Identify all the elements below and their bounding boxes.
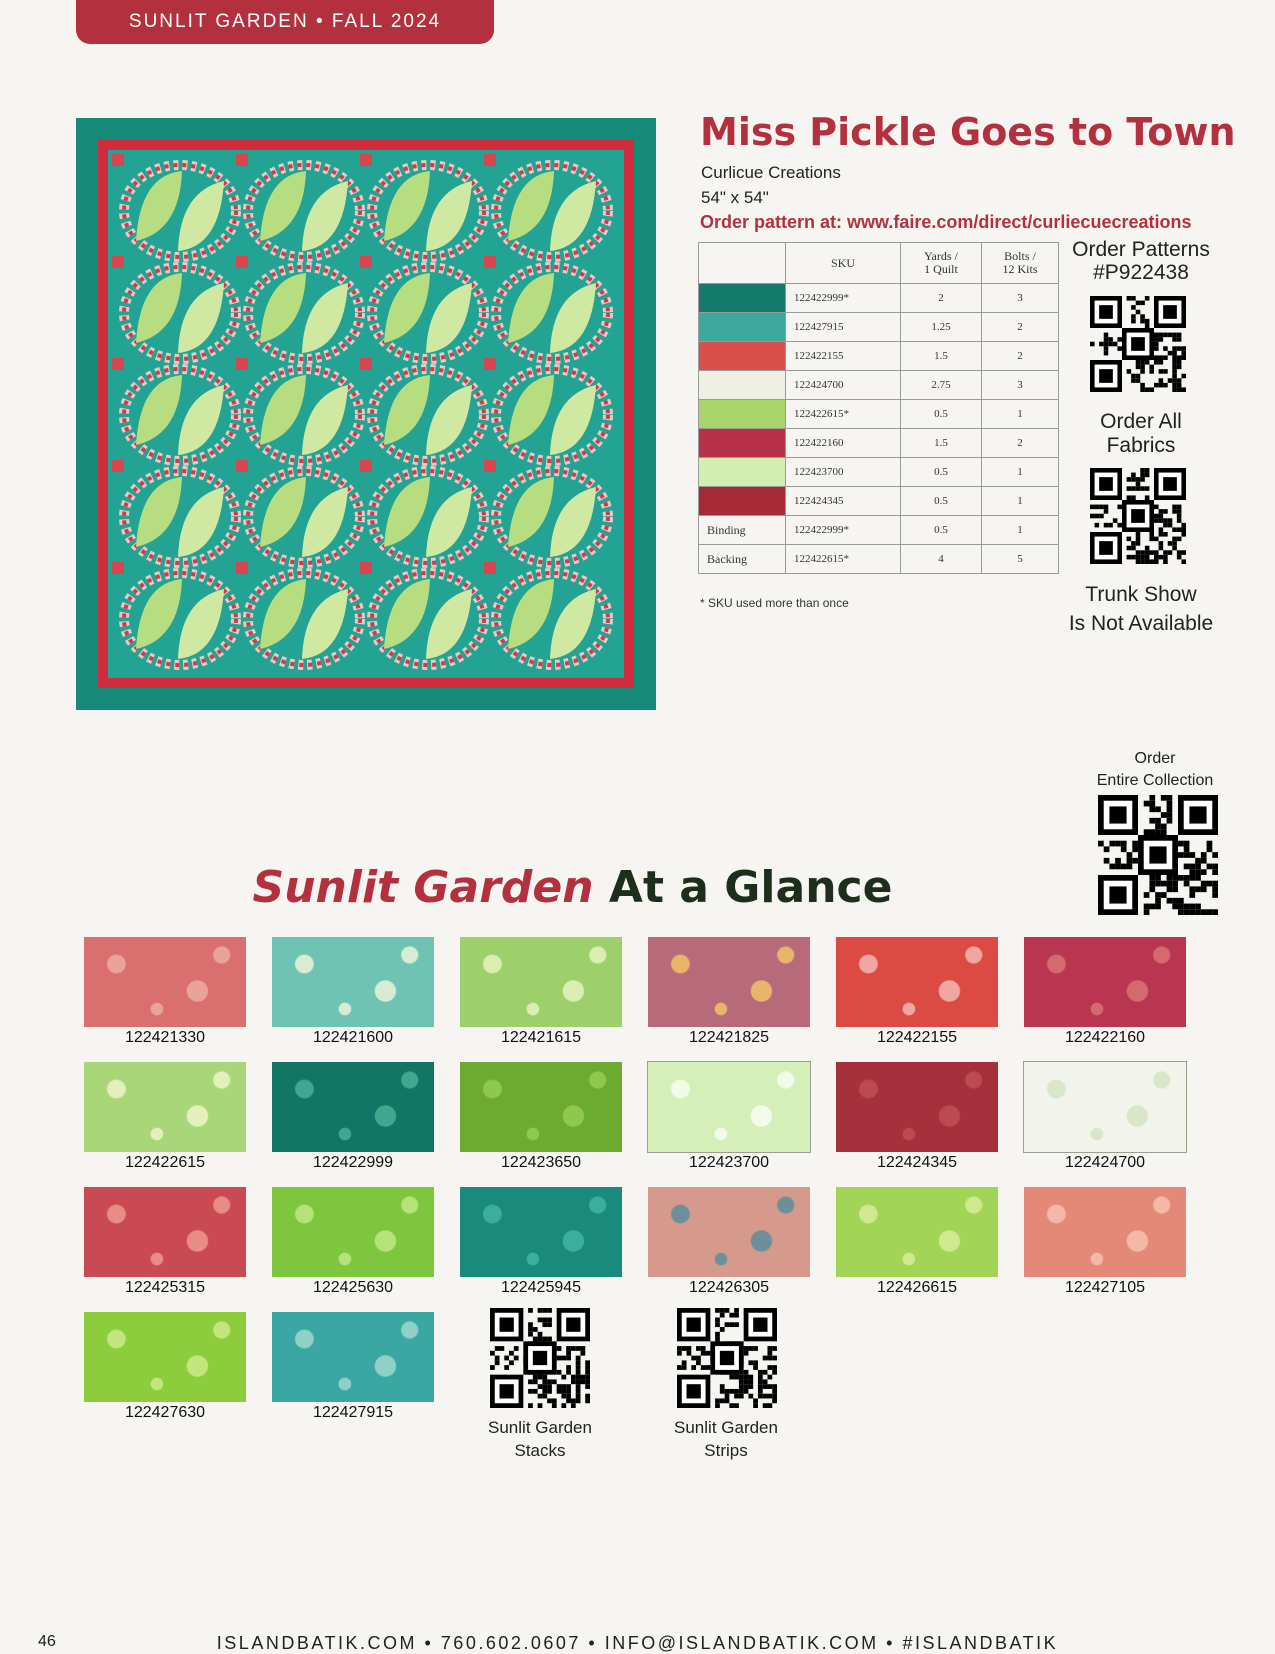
fabric-swatch-image bbox=[1024, 1187, 1186, 1277]
fabric-sku: 122425945 bbox=[500, 1279, 582, 1296]
fabric-swatch[interactable] bbox=[460, 937, 622, 1047]
fabric-sku: 122424345 bbox=[876, 1154, 958, 1171]
quilt-image bbox=[76, 118, 656, 710]
fabric-swatch[interactable] bbox=[648, 1187, 810, 1297]
sku-cell: 122424700 bbox=[786, 371, 901, 400]
fabric-swatch[interactable] bbox=[460, 1187, 622, 1297]
yards-cell: 4 bbox=[901, 545, 982, 574]
trunk-show-text: Trunk Show bbox=[1085, 583, 1197, 606]
bolts-cell: 5 bbox=[982, 545, 1059, 574]
fabric-sku: 122426305 bbox=[688, 1279, 770, 1296]
table-footnote: * SKU used more than once bbox=[700, 596, 849, 610]
fabric-swatch-image bbox=[1024, 1062, 1186, 1152]
fabric-swatch[interactable] bbox=[84, 937, 246, 1047]
sku-cell: 122422615* bbox=[786, 545, 901, 574]
fabric-sku: 122422160 bbox=[1064, 1029, 1146, 1046]
fabric-swatch-image bbox=[84, 1187, 246, 1277]
fabric-sku: 122423700 bbox=[688, 1154, 770, 1171]
fabric-swatch-cell bbox=[699, 371, 786, 400]
at-a-glance-text: At a Glance bbox=[608, 862, 893, 913]
fabric-swatch-image bbox=[84, 1062, 246, 1152]
fabric-swatch[interactable] bbox=[1024, 937, 1186, 1047]
table-header-swatch bbox=[699, 243, 786, 284]
fabric-swatch-image bbox=[84, 1312, 246, 1402]
fabric-swatch-image bbox=[648, 937, 810, 1027]
pattern-number: #P922438 bbox=[1093, 261, 1189, 284]
sku-cell: 122423700 bbox=[786, 458, 901, 487]
bolts-cell: 2 bbox=[982, 342, 1059, 371]
bolts-cell: 1 bbox=[982, 516, 1059, 545]
sku-cell: 122424345 bbox=[786, 487, 901, 516]
fabric-swatch-image bbox=[460, 937, 622, 1027]
fabric-swatch[interactable] bbox=[836, 1062, 998, 1172]
sku-cell: 122422160 bbox=[786, 429, 901, 458]
fabric-swatch[interactable] bbox=[1024, 1187, 1186, 1297]
order-collection-label bbox=[1080, 748, 1230, 792]
footer-contact: ISLANDBATIK.COM • 760.602.0607 • INFO@ISLANDBATIK.COM • #ISLANDBATIK bbox=[216, 1633, 1059, 1653]
fabric-sku: 122425315 bbox=[124, 1279, 206, 1296]
bolts-cell: 3 bbox=[982, 371, 1059, 400]
fabric-swatch[interactable] bbox=[648, 937, 810, 1047]
fabric-sku: 122421330 bbox=[124, 1029, 206, 1046]
fabric-sku: 122421615 bbox=[500, 1029, 582, 1046]
bolts-cell: 1 bbox=[982, 458, 1059, 487]
strips-qr-code[interactable] bbox=[677, 1308, 777, 1408]
fabric-swatch[interactable] bbox=[836, 1187, 998, 1297]
table-row bbox=[699, 429, 1059, 458]
table-row bbox=[699, 545, 1059, 574]
strips-line1: Sunlit Garden bbox=[674, 1418, 778, 1437]
fabric-sku: 122427630 bbox=[124, 1404, 206, 1421]
fabric-requirements-table bbox=[698, 242, 1059, 574]
fabric-swatch-image bbox=[836, 937, 998, 1027]
table-row bbox=[699, 342, 1059, 371]
bolts-cell: 1 bbox=[982, 400, 1059, 429]
table-header-yards: Yards / 1 Quilt bbox=[901, 243, 982, 284]
fabric-swatch[interactable] bbox=[1024, 1062, 1186, 1172]
fabric-swatch[interactable] bbox=[272, 937, 434, 1047]
table-row bbox=[699, 284, 1059, 313]
table-row bbox=[699, 400, 1059, 429]
fabric-sku: 122425630 bbox=[312, 1279, 394, 1296]
fabric-sku: 122421825 bbox=[688, 1029, 770, 1046]
bolts-cell: 1 bbox=[982, 487, 1059, 516]
strips-line2: Strips bbox=[704, 1441, 748, 1460]
trunk-show-notice bbox=[1056, 580, 1226, 638]
fabric-swatch-cell bbox=[699, 458, 786, 487]
fabric-sku: 122422615 bbox=[124, 1154, 206, 1171]
fabric-swatch-image bbox=[460, 1062, 622, 1152]
table-row bbox=[699, 313, 1059, 342]
stacks-qr-code[interactable] bbox=[490, 1308, 590, 1408]
table-row bbox=[699, 516, 1059, 545]
sku-cell: 122422155 bbox=[786, 342, 901, 371]
table-row bbox=[699, 458, 1059, 487]
fabric-sku: 122427105 bbox=[1064, 1279, 1146, 1296]
order-all-text: Order All bbox=[1100, 410, 1182, 433]
order-text: Order bbox=[1134, 750, 1176, 767]
fabric-swatch-cell bbox=[699, 487, 786, 516]
fabric-swatch-image bbox=[272, 1187, 434, 1277]
sku-cell: 122422999* bbox=[786, 516, 901, 545]
fabric-swatch-cell bbox=[699, 313, 786, 342]
at-a-glance-heading bbox=[0, 862, 1275, 913]
yards-cell: 1.25 bbox=[901, 313, 982, 342]
fabric-sku: 122427915 bbox=[312, 1404, 394, 1421]
fabric-swatch[interactable] bbox=[648, 1062, 810, 1172]
table-header-bolts: Bolts / 12 Kits bbox=[982, 243, 1059, 284]
yards-cell: 1.5 bbox=[901, 429, 982, 458]
yards-cell: 2 bbox=[901, 284, 982, 313]
fabric-swatch-cell bbox=[699, 284, 786, 313]
stacks-label bbox=[460, 1416, 620, 1462]
sku-cell: 122422999* bbox=[786, 284, 901, 313]
fabric-swatch[interactable] bbox=[84, 1312, 246, 1422]
bolts-cell: 3 bbox=[982, 284, 1059, 313]
page-number: 46 bbox=[38, 1633, 56, 1650]
order-patterns-text: Order Patterns bbox=[1072, 238, 1210, 261]
bolts-cell: 2 bbox=[982, 313, 1059, 342]
fabric-sku: 122421600 bbox=[312, 1029, 394, 1046]
fabric-swatch[interactable] bbox=[272, 1312, 434, 1422]
fabric-swatch[interactable] bbox=[272, 1062, 434, 1172]
not-available-text: Is Not Available bbox=[1068, 612, 1214, 635]
table-row bbox=[699, 371, 1059, 400]
fabric-swatch[interactable] bbox=[460, 1062, 622, 1172]
fabric-swatch-image bbox=[1024, 937, 1186, 1027]
order-pattern-link[interactable]: Order pattern at: www.faire.com/direct/curliecuecreations bbox=[700, 212, 1192, 232]
fabrics-text: Fabrics bbox=[1106, 434, 1176, 457]
fabric-swatch-image bbox=[272, 1062, 434, 1152]
fabric-swatch[interactable] bbox=[836, 937, 998, 1047]
order-all-fabrics-qr-code[interactable] bbox=[1090, 468, 1186, 564]
fabric-swatch-image bbox=[836, 1062, 998, 1152]
fabric-swatch-image bbox=[460, 1187, 622, 1277]
fabric-sku: 122422999 bbox=[312, 1154, 394, 1171]
fabric-swatch[interactable] bbox=[84, 1062, 246, 1172]
strips-label bbox=[646, 1416, 806, 1462]
table-row bbox=[699, 487, 1059, 516]
row-label: Binding bbox=[699, 516, 786, 545]
fabric-sku: 122426615 bbox=[876, 1279, 958, 1296]
yards-cell: 0.5 bbox=[901, 487, 982, 516]
sku-cell: 122422615* bbox=[786, 400, 901, 429]
order-patterns-qr-code[interactable] bbox=[1090, 296, 1186, 392]
stacks-line1: Sunlit Garden bbox=[488, 1418, 592, 1437]
bolts-cell: 2 bbox=[982, 429, 1059, 458]
yards-cell: 2.75 bbox=[901, 371, 982, 400]
fabric-swatch-cell bbox=[699, 342, 786, 371]
fabric-swatch-cell bbox=[699, 400, 786, 429]
fabric-swatch[interactable] bbox=[272, 1187, 434, 1297]
stacks-line2: Stacks bbox=[514, 1441, 566, 1460]
fabric-swatch-image bbox=[836, 1187, 998, 1277]
order-patterns-label bbox=[1066, 238, 1216, 284]
sku-cell: 122427915 bbox=[786, 313, 901, 342]
fabric-swatch-image bbox=[272, 937, 434, 1027]
fabric-sku: 122424700 bbox=[1064, 1154, 1146, 1171]
yards-cell: 0.5 bbox=[901, 516, 982, 545]
pattern-title: Miss Pickle Goes to Town bbox=[700, 110, 1236, 154]
fabric-swatch-image bbox=[272, 1312, 434, 1402]
entire-collection-text: Entire Collection bbox=[1096, 772, 1214, 789]
fabric-swatch-image bbox=[648, 1062, 810, 1152]
fabric-swatch-image bbox=[84, 937, 246, 1027]
fabric-sku: 122423650 bbox=[500, 1154, 582, 1171]
yards-cell: 0.5 bbox=[901, 400, 982, 429]
fabric-swatch-cell bbox=[699, 429, 786, 458]
fabric-swatch-image bbox=[648, 1187, 810, 1277]
yards-cell: 0.5 bbox=[901, 458, 982, 487]
collection-name: Sunlit Garden bbox=[252, 862, 594, 913]
order-all-fabrics-label bbox=[1066, 410, 1216, 458]
fabric-sku: 122422155 bbox=[876, 1029, 958, 1046]
pattern-designer: Curlicue Creations bbox=[701, 163, 841, 182]
yards-cell: 1.5 bbox=[901, 342, 982, 371]
pattern-size: 54" x 54" bbox=[701, 188, 769, 207]
fabric-swatch[interactable] bbox=[84, 1187, 246, 1297]
catalog-header-tab: SUNLIT GARDEN • FALL 2024 bbox=[76, 0, 494, 44]
row-label: Backing bbox=[699, 545, 786, 574]
table-header-sku: SKU bbox=[786, 243, 901, 284]
